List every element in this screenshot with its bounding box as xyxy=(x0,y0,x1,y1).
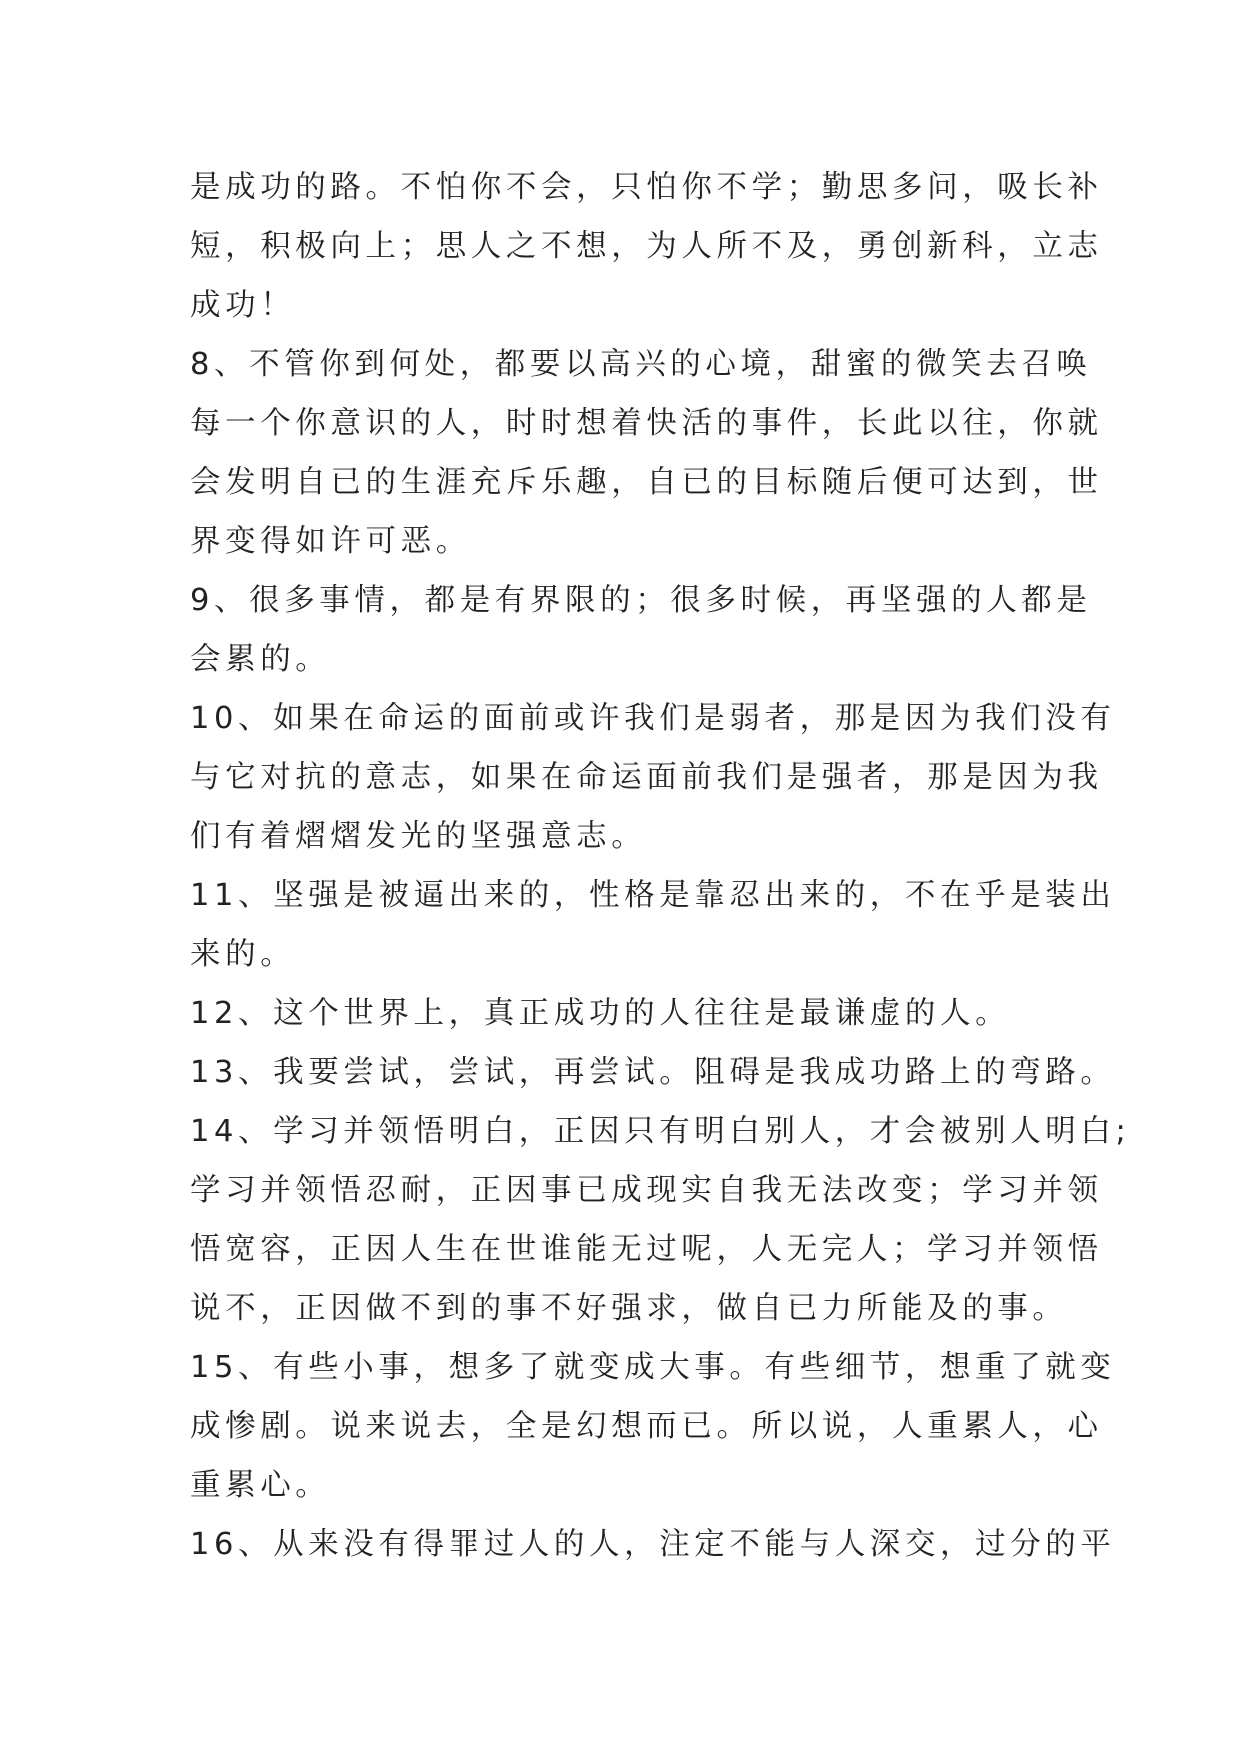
text-line: 成功！ xyxy=(190,288,296,323)
text-line: 重累心。 xyxy=(190,1468,331,1503)
text-line: 会累的。 xyxy=(190,642,331,677)
body-text xyxy=(190,158,1131,1574)
text-line: 每一个你意识的人，时时想着快活的事件，长此以往，你就 xyxy=(190,406,1103,441)
text-line: 12、这个世界上，真正成功的人往往是最谦虚的人。 xyxy=(190,996,1011,1031)
text-line: 15、有些小事，想多了就变成大事。有些细节，想重了就变 xyxy=(190,1350,1116,1385)
text-line: 界变得如许可恶。 xyxy=(190,524,471,559)
text-line: 会发明自已的生涯充斥乐趣，自已的目标随后便可达到，世 xyxy=(190,465,1103,500)
text-line: 9、很多事情，都是有界限的；很多时候，再坚强的人都是 xyxy=(190,583,1092,618)
text-line: 16、从来没有得罪过人的人，注定不能与人深交，过分的平 xyxy=(190,1527,1116,1562)
text-line: 是成功的路。不怕你不会，只怕你不学；勤思多问，吸长补 xyxy=(190,170,1103,205)
text-line: 们有着熠熠发光的坚强意志。 xyxy=(190,819,647,854)
text-line: 8、不管你到何处，都要以高兴的心境，甜蜜的微笑去召唤 xyxy=(190,347,1092,382)
text-line: 学习并领悟忍耐，正因事已成现实自我无法改变；学习并领 xyxy=(190,1173,1103,1208)
text-line: 13、我要尝试，尝试，再尝试。阻碍是我成功路上的弯路。 xyxy=(190,1055,1116,1090)
text-line: 10、如果在命运的面前或许我们是弱者，那是因为我们没有 xyxy=(190,701,1116,736)
text-line: 成惨剧。说来说去，全是幻想而已。所以说，人重累人，心 xyxy=(190,1409,1103,1444)
text-line: 11、坚强是被逼出来的，性格是靠忍出来的，不在乎是装出 xyxy=(190,878,1116,913)
text-line: 说不，正因做不到的事不好强求，做自已力所能及的事。 xyxy=(190,1291,1068,1326)
text-line: 与它对抗的意志，如果在命运面前我们是强者，那是因为我 xyxy=(190,760,1103,795)
text-line: 来的。 xyxy=(190,937,296,972)
text-line: 14、学习并领悟明白，正因只有明白别人，才会被别人明白; xyxy=(190,1114,1131,1149)
text-line: 悟宽容，正因人生在世谁能无过呢，人无完人；学习并领悟 xyxy=(190,1232,1103,1267)
text-line: 短，积极向上；思人之不想，为人所不及，勇创新科，立志 xyxy=(190,229,1103,264)
